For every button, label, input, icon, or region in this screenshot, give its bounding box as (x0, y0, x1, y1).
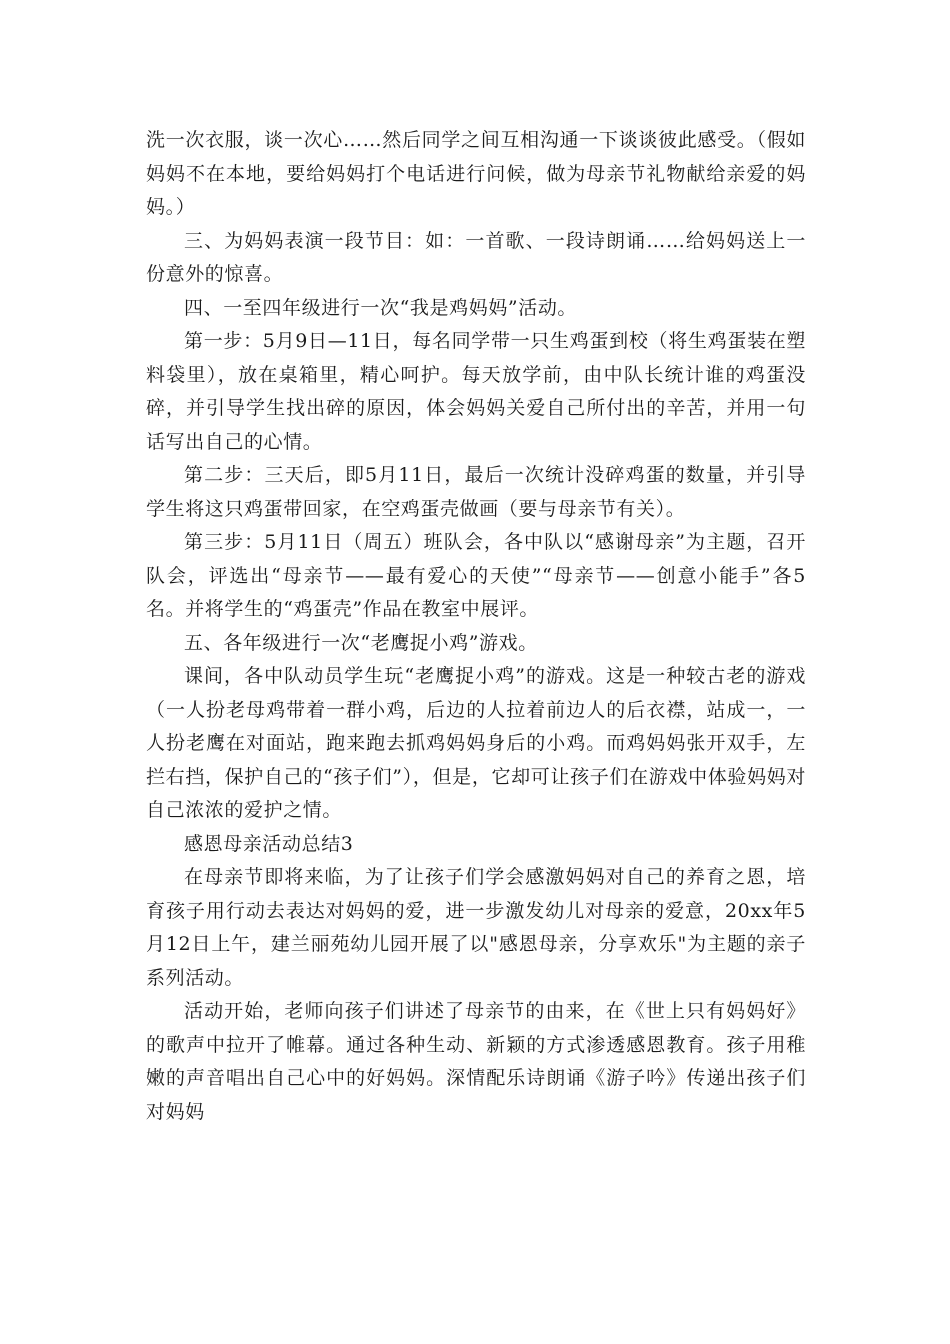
paragraph-step-one: 第一步：5月9日—11日，每名同学带一只生鸡蛋到校（将生鸡蛋装在塑料袋里），放在桌箱里，精心呵护。每天放学前，由中队长统计谁的鸡蛋没碎，并引导学生找出碎的原因，体会妈妈关爱自己所付出的辛苦，并用一句话写出自己的心情。 (146, 330, 806, 453)
paragraph-continued: 洗一次衣服，谈一次心……然后同学之间互相沟通一下谈谈彼此感受。（假如妈妈不在本地，要给妈妈打个电话进行问候，做为母亲节礼物献给亲爱的妈妈。） (146, 129, 806, 218)
paragraph-step-three: 第三步：5月11日（周五）班队会，各中队以“感谢母亲”为主题，召开队会，评选出“母亲节——最有爱心的天使”“母亲节——创意小能手”各5名。并将学生的“鸡蛋壳”作品在教室中展评。 (146, 531, 806, 620)
paragraph-game-description: 课间，各中队动员学生玩“老鹰捉小鸡”的游戏。这是一种较古老的游戏（一人扮老母鸡带着一群小鸡，后边的人拉着前边人的后衣襟，站成一，一人扮老鹰在对面站，跑来跑去抓鸡妈妈身后的小鸡。而鸡妈妈张开双手，左拦右挡，保护自己的“孩子们”），但是，它却可让孩子们在游戏中体验妈妈对自己浓浓的爱护之情。 (146, 665, 806, 821)
paragraph-item-four: 四、一至四年级进行一次“我是鸡妈妈”活动。 (184, 296, 578, 319)
paragraph-item-three: 三、为妈妈表演一段节目：如：一首歌、一段诗朗诵……给妈妈送上一份意外的惊喜。 (146, 229, 806, 285)
section-heading: 感恩母亲活动总结3 (184, 832, 354, 855)
paragraph-item-five: 五、各年级进行一次“老鹰捉小鸡”游戏。 (184, 631, 538, 654)
document-page (146, 124, 806, 1129)
paragraph-intro: 在母亲节即将来临，为了让孩子们学会感激妈妈对自己的养育之恩，培育孩子用行动去表达对妈妈的爱，进一步激发幼儿对母亲的爱意，20xx年5月12日上午，建兰丽苑幼儿园开展了以"感恩母亲，分享欢乐"为主题的亲子系列活动。 (146, 866, 806, 989)
paragraph-step-two: 第二步：三天后，即5月11日，最后一次统计没碎鸡蛋的数量，并引导学生将这只鸡蛋带回家，在空鸡蛋壳做画（要与母亲节有关）。 (146, 464, 806, 520)
paragraph-activity-start: 活动开始，老师向孩子们讲述了母亲节的由来，在《世上只有妈妈好》的歌声中拉开了帷幕。通过各种生动、新颖的方式渗透感恩教育。孩子用稚嫩的声音唱出自己心中的好妈妈。深情配乐诗朗诵《游子吟》传递出孩子们对妈妈 (146, 1000, 806, 1123)
